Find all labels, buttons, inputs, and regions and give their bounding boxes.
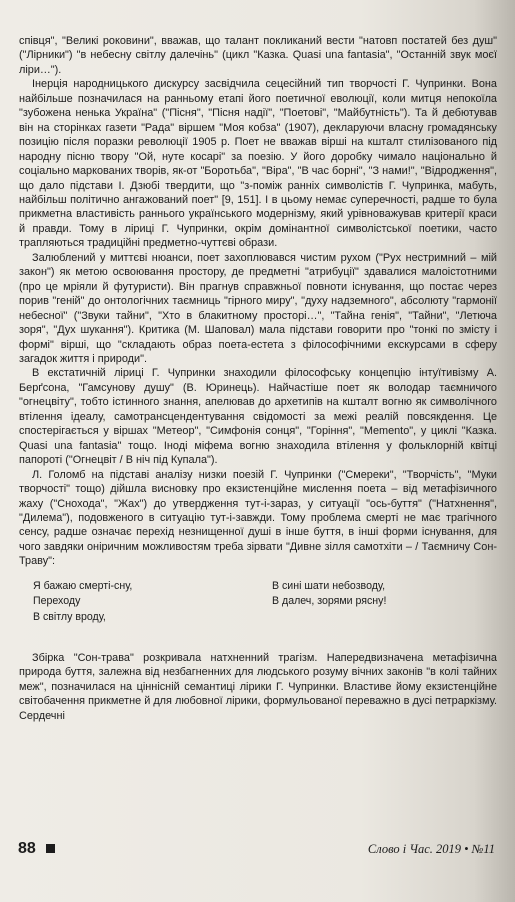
poem-line: В далеч, зорями рясну! (272, 595, 387, 608)
paragraph-3: Залюблений у миттєві нюанси, поет захоплювався чистим рухом ("Рух нестримний – мій закон") як метою освоювання простору, де предметні "атрибуції" здавалися малоістотними (про це мріяли й футуристи). Він прагнув справжньої повноти існування, що постає через порив "геній" до онтологічних таємниць "гірного миру", "духу надземного", абсолюту "гармонії небесної" ("Звуки тайни", "Хто в блакитному просторі…", "Тайна генія", "Тайни", "Летюча зоря", "Дух шукання"). Критика (М. Шаповал) мала підстави говорити про "тонкі по змісту і формі" вірші, що "складають образ поета-естета з філософічними екскурсами в сферу загадок життя і природи". (19, 251, 497, 365)
poem-column-right (272, 579, 386, 610)
poem-line: Переходу (33, 595, 81, 608)
paragraph-5: Л. Голомб на підставі аналізу низки поезій Г. Чупринки ("Смереки", "Творчість", "Муки творчості" тощо) дійшла висновку про екзистенційне мислення поета – від метафізичного жаху ("Снохода", "Жах") до утвердження тут-і-зараз, у ситуації "ось-буття" ("Натхнення", "Дилема"), подовженого в ситуацію тут-і-завжди. Тому проблема смерті не має трагічного сенсу, радше означає перехід незнищенної душі в інше буття, в інші форми існування, для чого завдяки оніричним можливостям треба зірвати "Дивне зілля самотхіти – / Таємничу Сон-Траву": (19, 468, 497, 568)
journal-title: Слово і Час. 2019 • №11 (367, 842, 495, 856)
page-number: 88 (18, 840, 36, 857)
square-icon (46, 844, 55, 853)
poem-line: Я бажаю смерті-сну, (33, 579, 133, 592)
page-footer (0, 838, 515, 878)
paragraph-6: Збірка "Сон-трава" розкривала натхненний трагізм. Напередвизначена метафізична природа буття, залежна від незбагненних для людського розуму вічних законів "в колі тайних меж", позначилася на ціннісній семантиці лірики Г. Чупринки. Властиве йому екзистенційне світобачення прикметне й для любовної лірики, формульованої переважно в дусі петраркізму. Сердечні (19, 651, 497, 722)
poem-column-left (33, 579, 132, 626)
poem-line: В світлу вроду, (33, 610, 106, 623)
paragraph-1: співця", "Великі роковини", вважав, що талант покликаний вести "натовп постатей без душ" ("Лірники") "в небесну світлу далечінь" (цикл "Казка. Quasi una fantasia", "Останній звук моєї ліри…"). (19, 35, 497, 76)
paragraph-4: В екстатичній ліриці Г. Чупринки знаходили філософську концепцію інтуїтивізму А. Берґсона, "Гамсунову душу" (В. Юринець). Найчастіше поет як володар таємничого "огнецвіту", тобто істинного знання, апелював до архетипів на кшталт вогню як символічного втілення ідеалу, самотрансцендентування свідомості за межі реалій повсякдення. Це спостерігається у віршах "Метеор", "Симфонія сонця", "Горіння", "Memento", у циклі "Казка. Quasi una fantasia" тощо. Іноді міфема вогню знаходила втілення у фольклорній квітці папороті ("Огнецвіт / В ніч під Купала"). (19, 367, 497, 467)
poem-quote (19, 579, 497, 639)
article-body (19, 34, 497, 723)
paragraph-2: Інерція народницького дискурсу засвідчила сецесійний тип творчості Г. Чупринки. Вона найбільше позначилася на ранньому етапі його поетичної еволюції, коли митця непокоїла "зубожена ненька Україна" ("Пісня", "Пісня надії", "Поетові", "Майбутність"). Та й дебютував він на сторінках газети "Рада" віршем "Моя кобза" (1907), декларуючи власну громадянську позицію після поразки революції 1905 р. Поет не вважав вірші на кшталт стилізованого під народну пісню твору "Ой, нуте косарі" за поезію. У його доробку чимало національно й соціально маркованих творів, як-от "Боротьба", "Віра", "В час борні", "З нами!", "Відродження", що дало підстави І. Дзюбі твердити, що "з-поміж ранніх символістів Г. Чупринка, мабуть, найбільш політично ангажований поет" [9, 151]. І в цьому немає суперечності, радше то була прикметна властивість раннього українського модернізму, який урівноважував критерії краси й правди. Тому в ліриці Г. Чупринки, окрім домінантної символістської поетики, часто трапляються традиційні предметно-чуттєві образи. (19, 78, 497, 250)
poem-line: В сині шати небозводу, (272, 579, 386, 592)
